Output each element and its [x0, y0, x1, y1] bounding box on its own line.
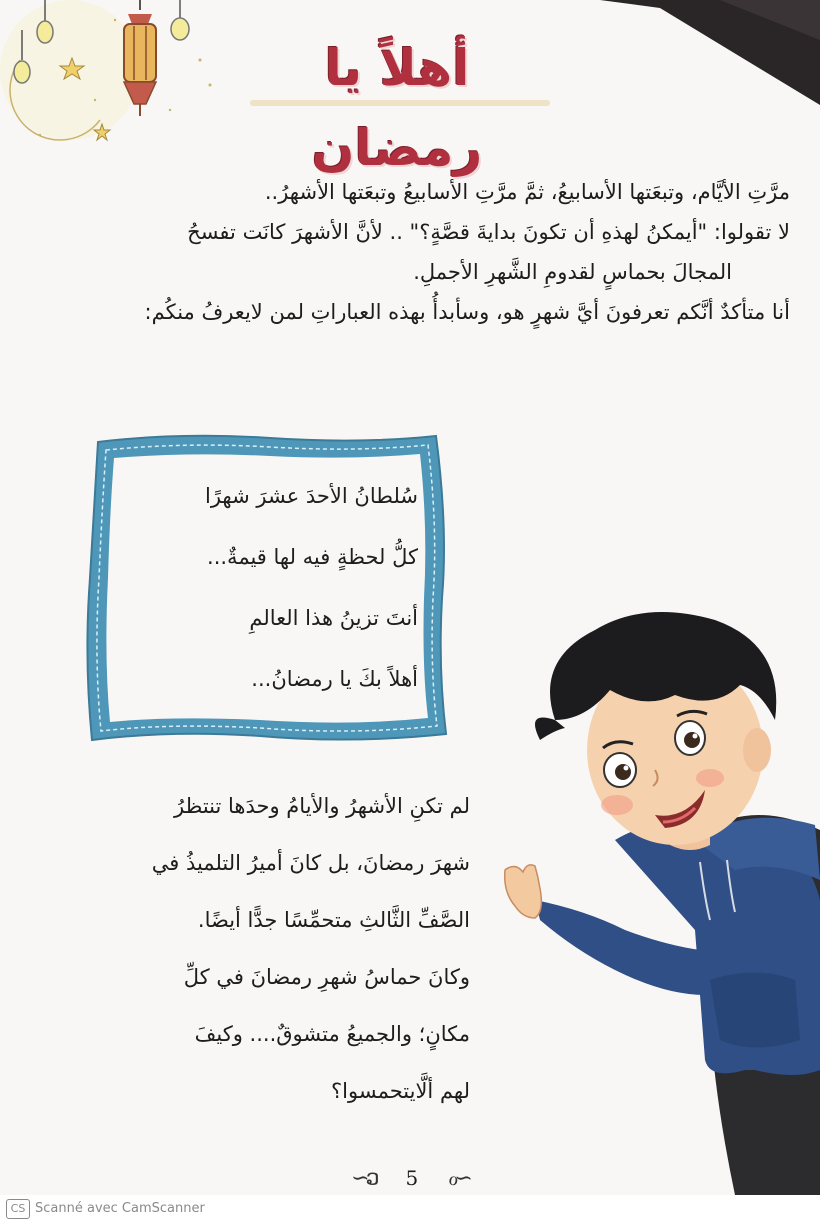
scanner-label: Scanné avec CamScanner	[35, 1201, 205, 1216]
camscanner-logo: CS	[6, 1199, 30, 1219]
scanner-watermark	[0, 1195, 820, 1222]
story-line: الصَّفِّ الثَّالثِ متحمِّسًا جدًّا أيضًا.	[197, 908, 470, 932]
swirl-ornament-icon: ∽ວ	[351, 1165, 376, 1191]
story-line: وكانَ حماسُ شهرِ رمضانَ في كلِّ	[183, 965, 470, 989]
page-corner-shadow	[600, 0, 820, 110]
intro-line: المجالَ بحماسٍ لقدومِ الشَّهرِ الأجملِ.	[413, 260, 732, 284]
intro-paragraph	[20, 172, 790, 332]
intro-line: أنا متأكدٌ أنَّكم تعرفونَ أيَّ شهرٍ هو، وسأبدأُ بهذه العباراتِ لمن لايعرفُ منكُم:	[144, 300, 790, 324]
swirl-ornament-icon: ℴ∽	[448, 1165, 469, 1191]
page-number: 5	[405, 1166, 419, 1190]
story-line: لم تكنِ الأشهرُ والأيامُ وحدَها تنتظرُ	[174, 794, 470, 818]
intro-line: لا تقولوا: "أيمكنُ لهذهِ أن تكونَ بدايةَ قصَّةٍ؟" .. لأنَّ الأشهرَ كانَت تفسحُ	[187, 220, 790, 244]
poem-line: أنتَ تزينُ هذا العالمِ	[249, 606, 418, 630]
page-footer	[330, 1158, 490, 1198]
intro-line: مرَّتِ الأيَّام، وتبعَتها الأسابيعُ، ثمَّ مرَّتِ الأسابيعُ وتبعَتها الأشهرُ..	[264, 180, 790, 204]
poem-line: أهلاً بكَ يا رمضانُ...	[251, 667, 418, 691]
story-line: مكانٍ؛ والجميعُ متشوقٌ.... وكيفَ	[194, 1022, 470, 1046]
story-line: شهرَ رمضانَ، بل كانَ أميرُ التلميذُ في	[151, 851, 470, 875]
ramadan-decoration	[0, 0, 230, 160]
poem-line: سُلطانُ الأحدَ عشرَ شهرًا	[205, 484, 418, 508]
poem-line: كلُّ لحظةٍ فيه لها قيمةٌ...	[207, 545, 418, 569]
light-bulb-icon	[171, 0, 189, 40]
story-line: لهم ألَّايتحمسوا؟	[331, 1079, 470, 1103]
page-title: أهلاً يا رمضان	[311, 39, 483, 177]
poem	[118, 466, 418, 716]
boy-illustration	[495, 600, 820, 1195]
story-paragraph	[40, 778, 470, 1120]
